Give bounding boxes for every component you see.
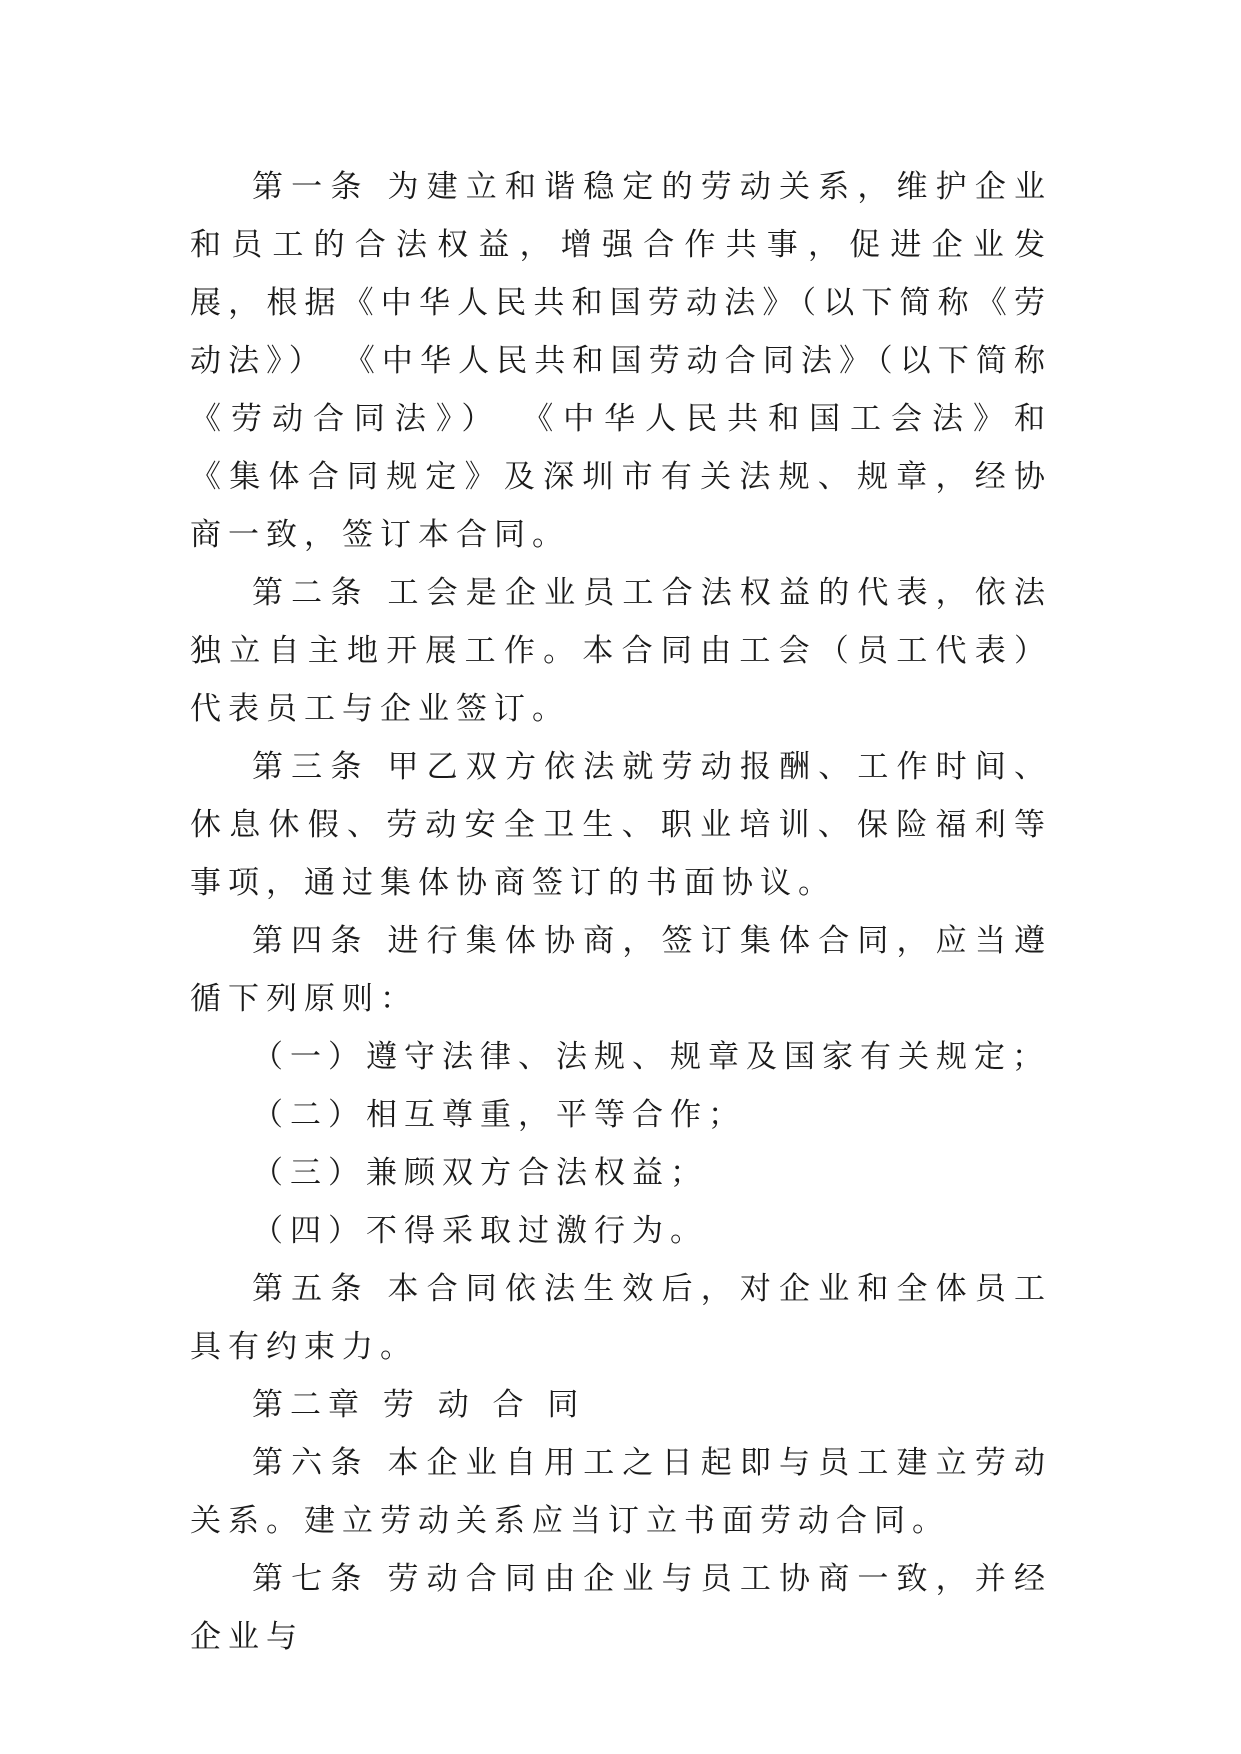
- chapter-heading: 第二章 劳 动 合 同: [252, 1387, 586, 1423]
- article-5: 第五条 本合同依法生效后，对企业和全体员工具有约束力。: [190, 1271, 1052, 1365]
- article-3: 第三条 甲乙双方依法就劳动报酬、工作时间、休息休假、劳动安全卫生、职业培训、保险福利等事项，通过集体协商签订的书面协议。: [190, 749, 1052, 901]
- article-7: 第七条 劳动合同由企业与员工协商一致，并经企业与: [190, 1561, 1052, 1655]
- principle-3: （三）兼顾双方合法权益；: [252, 1155, 708, 1191]
- article-2: 第二条 工会是企业员工合法权益的代表，依法独立自主地开展工作。本合同由工会（员工代表）代表员工与企业签订。: [190, 575, 1052, 727]
- principle-4: （四）不得采取过激行为。: [252, 1213, 708, 1249]
- article-6: 第六条 本企业自用工之日起即与员工建立劳动关系。建立劳动关系应当订立书面劳动合同。: [190, 1445, 1052, 1539]
- article-4: 第四条 进行集体协商，签订集体合同，应当遵循下列原则：: [190, 923, 1052, 1017]
- principle-2: （二）相互尊重，平等合作；: [252, 1097, 746, 1133]
- document-body: [190, 158, 1052, 1666]
- principle-1: （一）遵守法律、法规、规章及国家有关规定；: [252, 1039, 1050, 1075]
- article-1: 第一条 为建立和谐稳定的劳动关系，维护企业和员工的合法权益，增强合作共事，促进企业发展，根据《中华人民共和国劳动法》（以下简称《劳动法》） 《中华人民共和国劳动合同法》（以下简称《劳动合同法》） 《中华人民共和国工会法》和《集体合同规定》及深圳市有关法规、规章，经协商一致，签订本合同。: [190, 169, 1052, 553]
